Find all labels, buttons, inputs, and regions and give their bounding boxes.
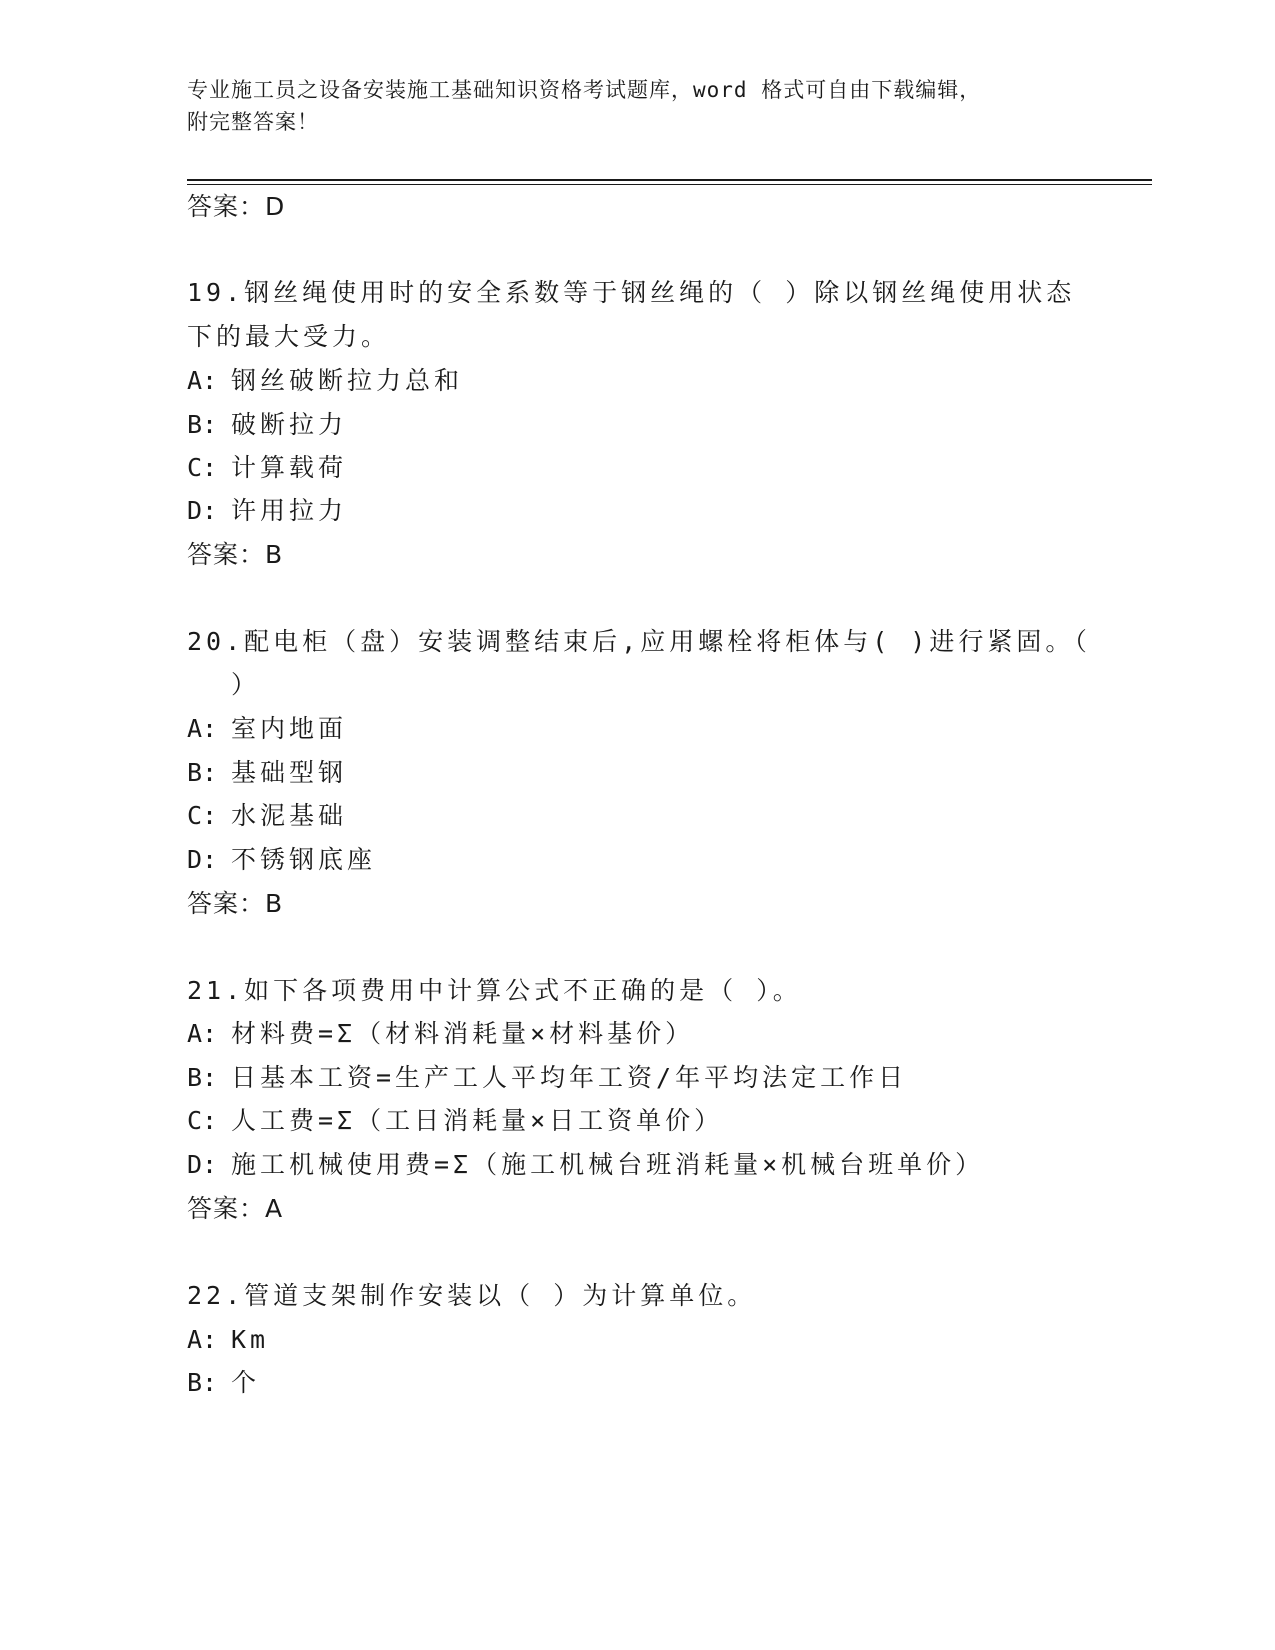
option-label: D: <box>187 496 218 525</box>
option-label: A: <box>187 1019 218 1048</box>
question-20-option-d <box>187 845 376 875</box>
option-label: C: <box>187 801 218 830</box>
header-divider <box>187 179 1152 181</box>
option-text: 计算载荷 <box>231 453 348 482</box>
option-text: 人工费=Σ（工日消耗量×日工资单价） <box>231 1106 724 1135</box>
document-header <box>187 74 1067 138</box>
header-line-2: 附完整答案！ <box>187 110 319 134</box>
option-label: B: <box>187 1063 218 1092</box>
option-label: B: <box>187 1368 218 1397</box>
option-text: 钢丝破断拉力总和 <box>231 366 464 395</box>
question-21-option-d <box>187 1150 984 1180</box>
question-22-option-b <box>187 1368 260 1398</box>
question-20-stem-cont: ） <box>231 670 261 699</box>
option-text: 室内地面 <box>231 714 348 743</box>
option-text: 基础型钢 <box>231 758 348 787</box>
option-text: Km <box>231 1325 270 1354</box>
question-20-option-b <box>187 758 347 788</box>
question-19-stem-cont: 下的最大受力。 <box>187 322 391 351</box>
question-20-option-a <box>187 714 347 744</box>
question-21-stem: 21.如下各项费用中计算公式不正确的是（ ）。 <box>187 976 802 1005</box>
question-20-stem: 20.配电柜（盘）安装调整结束后,应用螺栓将柜体与( )进行紧固。（ <box>187 627 1091 656</box>
question-22-option-a <box>187 1325 269 1355</box>
question-19-option-c <box>187 453 347 483</box>
question-21-option-c <box>187 1106 723 1136</box>
question-19-stem: 19.钢丝绳使用时的安全系数等于钢丝绳的（ ）除以钢丝绳使用状态 <box>187 278 1076 307</box>
option-text: 材料费=Σ（材料消耗量×材料基价） <box>231 1019 695 1048</box>
question-21-answer: 答案：A <box>187 1194 284 1223</box>
option-text: 个 <box>231 1368 261 1397</box>
option-label: D: <box>187 1150 218 1179</box>
question-19-option-a <box>187 366 463 396</box>
question-19-option-d <box>187 496 347 526</box>
option-label: B: <box>187 758 218 787</box>
header-line-1: 专业施工员之设备安装施工基础知识资格考试题库，word 格式可自由下载编辑， <box>187 78 982 102</box>
option-label: C: <box>187 453 218 482</box>
option-label: C: <box>187 1106 218 1135</box>
option-text: 破断拉力 <box>231 410 348 439</box>
question-21-option-b <box>187 1063 907 1093</box>
question-20-option-c <box>187 801 347 831</box>
question-22-stem: 22.管道支架制作安装以（ ）为计算单位。 <box>187 1281 757 1310</box>
option-label: A: <box>187 1325 218 1354</box>
option-text: 日基本工资=生产工人平均年工资/年平均法定工作日 <box>231 1063 908 1092</box>
question-19-option-b <box>187 410 347 440</box>
option-label: D: <box>187 845 218 874</box>
answer-text: 答案：D <box>187 192 286 221</box>
option-text: 水泥基础 <box>231 801 348 830</box>
option-text: 施工机械使用费=Σ（施工机械台班消耗量×机械台班单价） <box>231 1150 985 1179</box>
option-label: A: <box>187 714 218 743</box>
question-19-answer: 答案：B <box>187 540 284 569</box>
option-label: B: <box>187 410 218 439</box>
question-20-answer: 答案：B <box>187 889 284 918</box>
option-label: A: <box>187 366 218 395</box>
question-21-option-a <box>187 1019 694 1049</box>
header-divider-thin <box>187 184 1152 185</box>
option-text: 许用拉力 <box>231 496 348 525</box>
option-text: 不锈钢底座 <box>231 845 377 874</box>
